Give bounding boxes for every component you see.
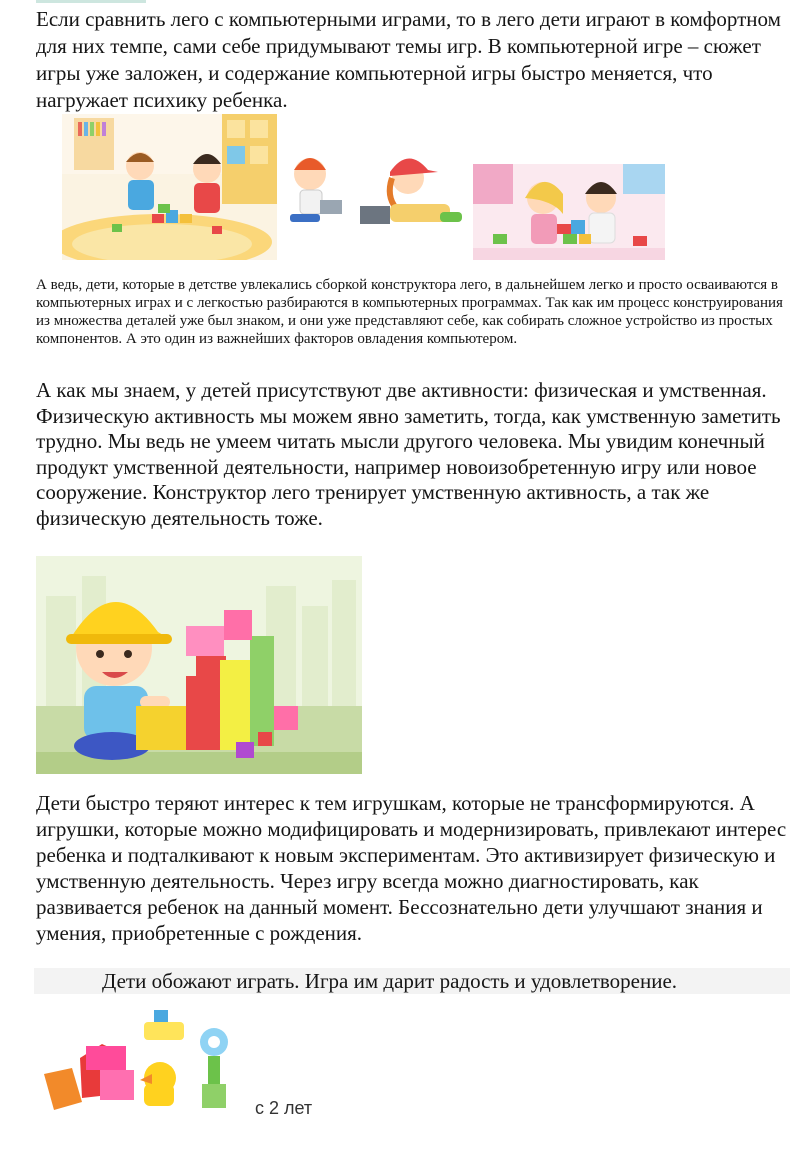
illustration-boy-builder (36, 556, 362, 774)
illustration-kids-with-laptops (280, 144, 470, 244)
illustration-kids-building (473, 164, 665, 260)
illustration-duplo-bricks (40, 1002, 250, 1114)
paragraph-activities-body: Физическую активность мы можем явно заметить, тогда, как умственную заметить трудно. Мы ведь не умеем читать мысли другого человека. Мы увидим конечный продукт умственной деятельности, например новоизобретенную игру или новое сооружение. Конструктор лего тренирует умственную активность, а так же физическую деятельность тоже. (36, 403, 781, 530)
paragraph-intro: Если сравнить лего с компьютерными играми, то в лего дети играют в комфортном для них темпе, сами себе придумывают темы игр. В компьютерной игре – сюжет игры уже заложен, и содержание компьютерной игры быстро меняется, что нагружает психику ребенка. (36, 7, 781, 112)
paragraph-computer-skills: А ведь, дети, которые в детстве увлекались сборкой конструктора лего, в дальнейшем легко и просто осваиваются в компьютерных играх и с легкостью разбираются в компьютерных программах. Так как им процесс конструирования из множества деталей уже был знаком, и они уже представляют себе, как собирать сложное устройство из простых компонентов. А это один из важнейших факторов овладения компьютером. (36, 277, 783, 347)
paragraph-activities-lead: А как мы знаем, у детей присутствуют две активности: физическая и умственная. (36, 378, 767, 402)
paragraph-children-love-play: Дети обожают играть. Игра им дарит радость и удовлетворение. (34, 968, 790, 994)
paragraph-transforming-toys: Дети быстро теряют интерес к тем игрушкам, которые не трансформируются. А игрушки, которые можно модифицировать и модернизировать, привлекают интерес ребенка и подталкивают к новым экспериментам. Это активизирует физическую и умственную деятельность. Через игру всегда можно диагностировать, как развивается ребенок на данный момент. Бессознательно дети улучшают знания и умения, приобретенные с рождения. (36, 791, 787, 945)
paragraph-activities (36, 378, 796, 531)
age-caption: с 2 лет (255, 1098, 313, 1118)
top-accent-bar (36, 0, 146, 3)
illustration-kids-playing-lego (62, 114, 277, 260)
